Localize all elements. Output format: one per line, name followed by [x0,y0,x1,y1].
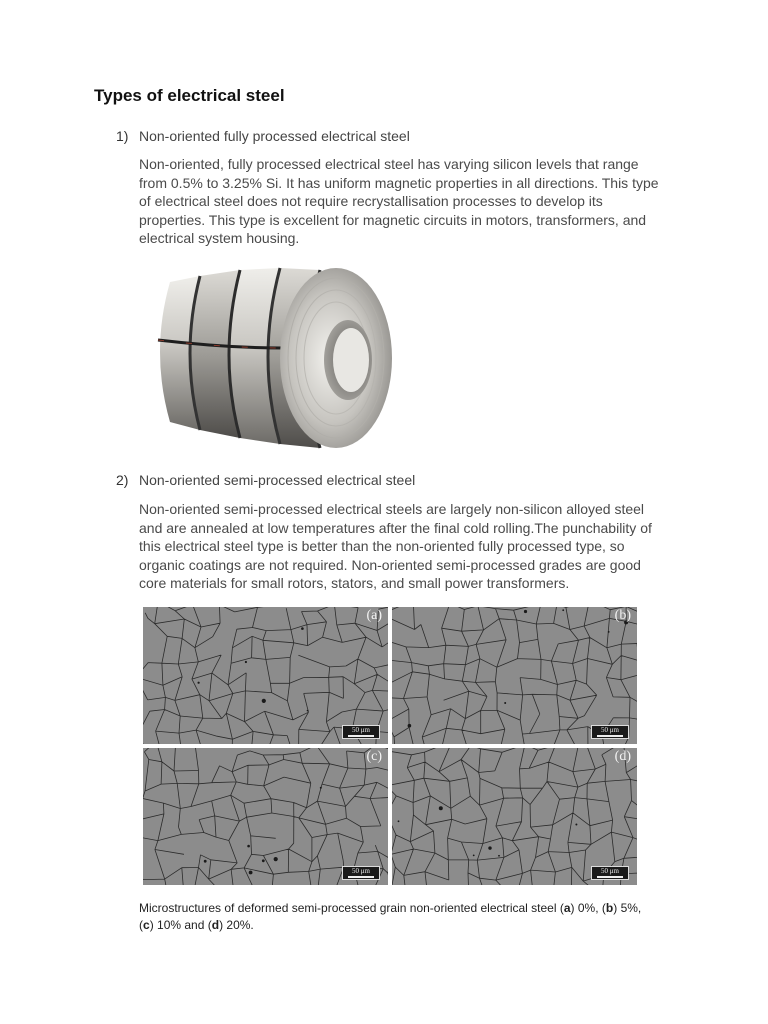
inclusion-dot [274,857,278,861]
panel-label-a: (a) [366,608,382,623]
section-1-title: Non-oriented fully processed electrical steel [139,128,410,144]
micrograph-panel-a [143,607,388,744]
inclusion-dot [301,627,304,630]
scale-bar-c: 50 μm [342,866,380,880]
list-number-2: 2) [116,472,129,488]
grain-boundaries [392,607,637,744]
micrograph-panel-c [143,748,388,885]
inclusion-dot [524,610,527,613]
list-number-1: 1) [116,128,129,144]
micrograph-panel-b [392,607,637,744]
section-1-paragraph: Non-oriented, fully processed electrical steel has varying silicon levels that range from 0.5% to 3.25% Si. It has uniform magnetic properties in all directions. This type of electrical steel does not require recrystallisation processes to develop its properties. This type is excellent for magnetic circuits in motors, transformers, and electrical system housing. [139,156,659,247]
steel-coil-image [140,262,396,454]
inclusion-dot [204,860,207,863]
section-2-title: Non-oriented semi-processed electrical steel [139,472,416,488]
inclusion-dot [198,682,200,684]
inclusion-dot [398,820,400,822]
scale-bar-a: 50 μm [342,725,380,739]
page-title: Types of electrical steel [94,86,285,105]
inclusion-dot [473,855,475,857]
grain-boundaries [143,748,388,885]
inclusion-dot [408,724,412,728]
grain-boundaries [143,607,388,744]
inclusion-dot [575,824,577,826]
inclusion-dot [262,859,265,862]
inclusion-dot [320,787,322,789]
scale-bar-b: 50 μm [591,725,629,739]
inclusion-dot [498,855,500,857]
inclusion-dot [245,661,247,663]
inclusion-dot [307,710,309,712]
inclusion-dot [562,609,564,611]
panel-label-d: (d) [614,749,631,764]
inclusion-dot [504,702,506,704]
grain-boundaries [392,748,637,885]
panel-label-b: (b) [614,608,631,623]
section-2-paragraph: Non-oriented semi-processed electrical steels are largely non-silicon alloyed steel and are annealed at low temperatures after the final cold rolling.The punchability of this electrical steel type is better than the non-oriented fully processed type, so organic coatings are not required. Non-oriented semi-processed grades are good core materials for small rotors, stators, and small power transformers. [139,501,652,592]
scale-bar-d: 50 μm [591,866,629,880]
inclusion-dot [249,871,253,875]
inclusion-dot [608,631,610,633]
inclusion-dot [439,806,443,810]
inclusion-dot [488,846,491,849]
figure-caption: Microstructures of deformed semi-processed grain non-oriented electrical steel (a) 0%, (b) 5%, (c) 10% and (d) 20%. [139,901,642,932]
inclusion-dot [262,699,266,703]
micrograph-figure [143,607,637,885]
micrograph-panel-d [392,748,637,885]
inclusion-dot [247,845,250,848]
panel-label-c: (c) [366,749,382,764]
